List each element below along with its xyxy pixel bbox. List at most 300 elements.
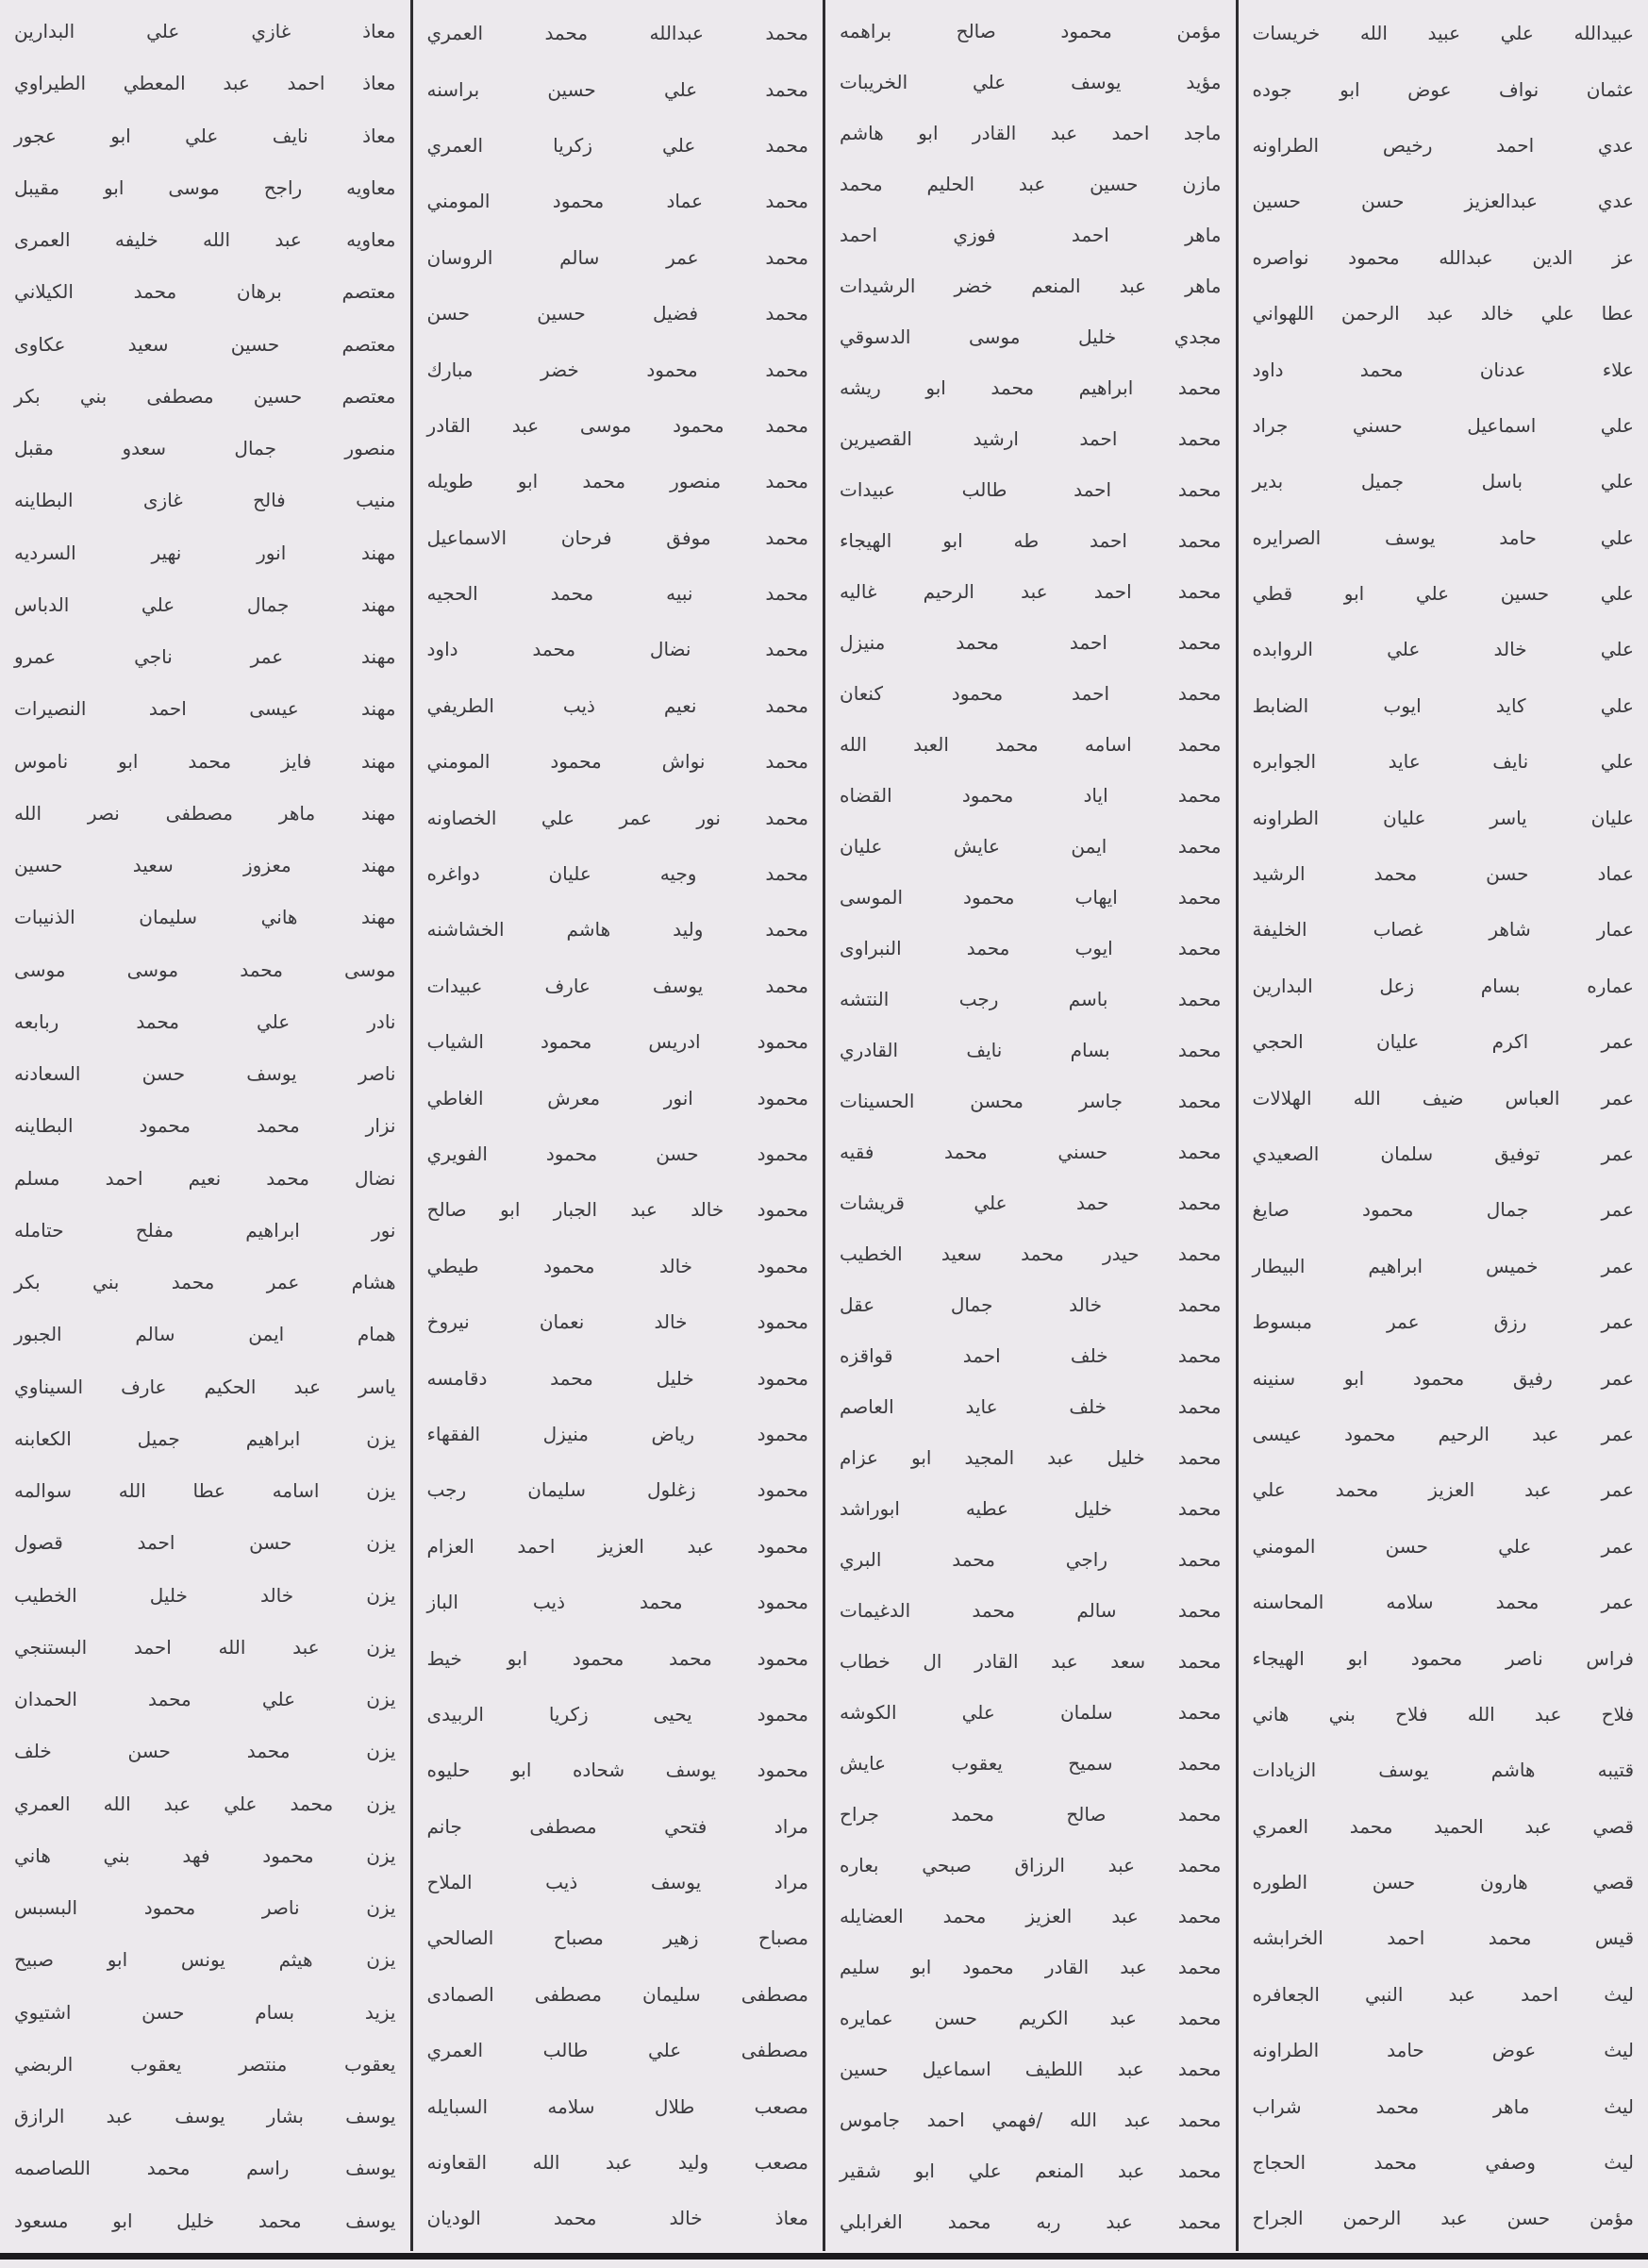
- name-word: العمري: [1252, 1814, 1309, 1838]
- name-word: الله: [103, 1792, 131, 1815]
- name-word: حامد: [1387, 2039, 1424, 2062]
- name-row: [840, 989, 1222, 1010]
- name-word: طه: [1013, 528, 1040, 552]
- name-word: ماهر: [1185, 223, 1222, 246]
- name-word: ايوب: [1383, 693, 1422, 717]
- name-word: احمد: [133, 1635, 172, 1659]
- name-word: زكريا: [548, 1702, 589, 1726]
- name-word: علي: [261, 1688, 296, 1711]
- name-word: ابو: [118, 749, 139, 773]
- name-word: مؤمن: [1590, 2207, 1634, 2230]
- name-word: عبد: [1119, 274, 1147, 297]
- name-word: ابو: [942, 528, 963, 552]
- name-row: [14, 959, 396, 981]
- name-word: مؤيد: [1186, 70, 1222, 93]
- name-word: خريسات: [1252, 22, 1321, 45]
- name-word: علي: [973, 70, 1007, 93]
- name-word: زكريا: [553, 133, 592, 157]
- name-word: المحاسنه: [1252, 1591, 1324, 1614]
- name-word: بعاره: [840, 1853, 879, 1876]
- name-word: عمر: [1601, 1366, 1634, 1390]
- name-word: محمد: [1177, 1598, 1222, 1622]
- name-row: [14, 1063, 396, 1085]
- name-word: محمد: [944, 1140, 988, 1163]
- name-word: عبد: [1426, 302, 1454, 325]
- name-row: [427, 2208, 809, 2229]
- name-word: محمد: [148, 1688, 191, 1711]
- name-word: يزن: [366, 1843, 396, 1867]
- name-row: [1253, 976, 1635, 997]
- name-word: عبد: [292, 1635, 320, 1659]
- name-row: [427, 2096, 809, 2118]
- name-word: محمود: [552, 190, 605, 213]
- name-word: الهيجاء: [840, 528, 892, 552]
- name-word: ياسر: [1490, 806, 1527, 829]
- name-word: الملاح: [426, 1871, 473, 1894]
- name-word: حسين: [1252, 190, 1301, 213]
- name-word: طالب: [542, 2039, 589, 2062]
- name-word: خالد: [659, 1254, 693, 1277]
- name-word: رخيص: [1382, 133, 1433, 157]
- name-word: موسى: [14, 958, 66, 981]
- name-word: مهند: [361, 541, 396, 564]
- name-row: [14, 1897, 396, 1919]
- name-word: محمد: [1021, 1242, 1064, 1265]
- name-row: [14, 542, 396, 564]
- name-word: محمد: [1177, 1496, 1222, 1520]
- name-word: المومني: [426, 190, 491, 213]
- name-word: سعيد: [127, 332, 169, 356]
- name-word: سلمان: [1380, 1142, 1434, 1165]
- name-word: محمد: [1359, 358, 1404, 381]
- name-word: يزن: [366, 1688, 396, 1711]
- name-word: يوسف: [345, 2105, 396, 2128]
- name-word: اللطيف: [1024, 2057, 1084, 2080]
- name-word: ابو: [103, 175, 125, 199]
- name-row: [14, 1949, 396, 1971]
- name-word: الحكيم: [204, 1375, 257, 1398]
- name-word: عطا: [192, 1479, 225, 1503]
- name-word: عمر: [1601, 1030, 1634, 1054]
- name-word: ابو: [914, 2159, 935, 2182]
- name-word: بكر: [14, 1271, 41, 1294]
- name-word: العزيز: [1025, 1904, 1073, 1927]
- name-word: حسن: [1372, 1871, 1416, 1894]
- name-word: سوالمه: [14, 1479, 73, 1503]
- name-row: [14, 73, 396, 94]
- name-word: الدغيمات: [840, 1598, 911, 1622]
- name-word: الشياب: [426, 1030, 484, 1054]
- name-word: فتحي: [664, 1814, 707, 1838]
- name-word: عبد: [605, 2151, 633, 2175]
- name-word: ريشه: [840, 375, 881, 399]
- name-word: الضابط: [1252, 693, 1309, 717]
- name-word: محمد: [1177, 1904, 1222, 1927]
- name-row: [427, 2152, 809, 2174]
- name-row: [427, 1704, 809, 1726]
- name-row: [840, 479, 1222, 501]
- name-word: محمد: [1177, 579, 1222, 603]
- name-word: الرزاق: [1014, 1853, 1065, 1876]
- name-word: محمد: [1177, 1242, 1222, 1265]
- name-word: محمد: [990, 375, 1035, 399]
- name-word: وليد: [673, 918, 704, 942]
- name-word: عمار: [1596, 918, 1634, 942]
- name-word: ابراهيم: [245, 1218, 300, 1242]
- name-word: علي: [257, 1009, 291, 1033]
- name-word: البسبس: [14, 1896, 78, 1920]
- name-row: [1253, 1088, 1635, 1109]
- name-word: الله: [1353, 1086, 1381, 1109]
- name-word: بسام: [1480, 974, 1521, 997]
- name-row: [840, 1040, 1222, 1061]
- name-row: [840, 1142, 1222, 1163]
- name-word: سميح: [1068, 1751, 1113, 1775]
- name-word: ذيب: [545, 1871, 578, 1894]
- name-word: الله: [1069, 2108, 1097, 2131]
- name-word: فايز: [280, 749, 312, 773]
- name-row: [427, 1143, 809, 1165]
- name-word: ايهاب: [1074, 885, 1118, 909]
- name-word: القادر: [426, 413, 471, 437]
- name-word: محمد: [947, 2210, 991, 2233]
- name-word: ابو: [910, 1445, 932, 1469]
- name-word: محمد: [669, 1646, 712, 1670]
- name-word: هاني: [14, 1843, 51, 1867]
- name-row: [14, 334, 396, 356]
- name-word: وليد: [677, 2151, 709, 2175]
- name-word: عثمان: [1586, 77, 1634, 101]
- name-word: اسماعيل: [922, 2057, 991, 2080]
- name-word: محمد: [1177, 630, 1222, 654]
- name-word: عبد: [1050, 121, 1078, 144]
- name-word: محمد: [765, 302, 808, 325]
- name-word: النبي: [1365, 1982, 1404, 2006]
- name-word: محمد: [171, 1271, 215, 1294]
- name-word: عبد: [1047, 1445, 1074, 1469]
- name-word: النبراوى: [840, 936, 902, 959]
- name-word: عماد: [666, 190, 704, 213]
- name-word: خضر: [954, 274, 993, 297]
- name-word: القضاه: [840, 783, 892, 807]
- name-row: [14, 2054, 396, 2076]
- name-word: محمد: [553, 2207, 597, 2230]
- name-word: فهد: [182, 1843, 210, 1867]
- name-word: محمد: [1177, 1802, 1222, 1826]
- name-word: عيسى: [1252, 1422, 1303, 1445]
- name-word: العباس: [1505, 1086, 1560, 1109]
- name-word: طالب: [961, 477, 1007, 501]
- name-row: [14, 751, 396, 773]
- name-word: الحليم: [926, 172, 975, 195]
- name-word: صالح: [1066, 1802, 1107, 1826]
- name-word: محمود: [540, 1030, 592, 1054]
- name-word: ال: [923, 1649, 942, 1673]
- name-word: الخريبات: [840, 70, 908, 93]
- name-word: محمد: [1177, 2159, 1222, 2182]
- name-word: الفقهاء: [426, 1422, 481, 1445]
- name-word: حسين: [537, 302, 586, 325]
- name-word: اشتيوي: [14, 2000, 72, 2024]
- name-word: محمد: [1177, 1853, 1222, 1876]
- name-row: [427, 527, 809, 549]
- name-word: خالد: [260, 1583, 294, 1607]
- name-word: مصطفى: [534, 1982, 602, 2006]
- name-word: عليان: [1590, 806, 1634, 829]
- name-word: يزن: [366, 1635, 396, 1659]
- name-word: خليل: [1107, 1445, 1145, 1469]
- name-word: البطاينه: [14, 489, 74, 512]
- name-word: علي: [1498, 1534, 1532, 1558]
- name-word: هاني: [260, 906, 298, 929]
- name-row: [1253, 1536, 1635, 1558]
- name-word: محمد: [765, 750, 808, 774]
- name-word: الخصاونه: [426, 806, 497, 829]
- name-word: عليان: [548, 862, 591, 886]
- name-word: عقل: [840, 1292, 875, 1316]
- name-word: محمد: [1177, 2210, 1222, 2233]
- name-row: [1253, 2208, 1635, 2229]
- name-word: البدارين: [14, 20, 75, 43]
- name-word: حسن: [934, 2006, 978, 2029]
- name-word: يزن: [366, 1426, 396, 1450]
- name-word: عماره: [1587, 974, 1634, 997]
- name-word: محمد: [765, 413, 808, 437]
- name-row: [840, 2059, 1222, 2080]
- name-word: سالم: [559, 245, 600, 269]
- name-word: موسى: [126, 958, 179, 981]
- name-word: عبد: [1534, 1702, 1562, 1726]
- name-word: عبد: [163, 1792, 191, 1815]
- name-word: ابوراشد: [840, 1496, 900, 1520]
- name-word: ابو: [517, 470, 539, 493]
- name-word: عبد: [223, 72, 250, 95]
- name-word: بسام: [255, 2000, 295, 2024]
- name-word: نايف: [966, 1038, 1003, 1061]
- name-word: حامد: [1499, 525, 1537, 549]
- name-word: السبايله: [426, 2094, 489, 2118]
- name-row: [840, 1396, 1222, 1418]
- name-word: محمد: [1373, 2151, 1418, 2175]
- name-row: [427, 919, 809, 941]
- name-word: محمد: [1177, 1955, 1222, 1978]
- names-column-2: [823, 0, 1236, 2251]
- name-row: [1253, 191, 1635, 212]
- name-word: غصاب: [1373, 918, 1423, 942]
- name-word: ابو: [1343, 1366, 1365, 1390]
- name-word: الهلالات: [1252, 1086, 1312, 1109]
- name-word: يزن: [366, 1740, 396, 1763]
- name-word: مراد: [774, 1814, 808, 1838]
- name-word: محمود: [1410, 1646, 1463, 1670]
- name-word: هيثم: [278, 1948, 313, 1972]
- name-word: قصي: [1592, 1814, 1634, 1838]
- name-word: الحجاج: [1252, 2151, 1307, 2175]
- name-word: المجيد: [964, 1445, 1015, 1469]
- name-word: محمد: [956, 630, 999, 654]
- name-word: ارشيد: [973, 426, 1019, 450]
- name-word: خلف: [1069, 1394, 1107, 1418]
- name-word: اسامه: [272, 1479, 320, 1503]
- name-word: احمد: [1072, 681, 1110, 705]
- name-word: عمر: [1601, 1534, 1634, 1558]
- name-word: عيسى: [249, 697, 299, 721]
- name-word: عبد: [106, 2105, 134, 2128]
- name-row: [14, 1376, 396, 1398]
- name-word: ايمن: [1071, 834, 1107, 858]
- name-word: ابو: [910, 1955, 932, 1978]
- name-row: [840, 2211, 1222, 2233]
- name-word: فلاح: [1601, 1702, 1634, 1726]
- name-word: خميس: [1486, 1254, 1539, 1277]
- name-word: عبدالعزيز: [1464, 190, 1538, 213]
- name-word: حسين: [840, 2057, 889, 2080]
- name-word: مصطفى: [741, 1982, 808, 2006]
- name-word: محمود: [757, 1422, 808, 1445]
- name-word: محمد: [532, 638, 576, 661]
- name-word: فقيه: [840, 1140, 874, 1163]
- name-row: [427, 135, 809, 157]
- name-word: سلامه: [547, 2094, 595, 2118]
- name-word: مقبل: [14, 437, 55, 460]
- name-word: الفويري: [426, 1142, 488, 1165]
- name-word: علي: [224, 1792, 258, 1815]
- name-word: الجراح: [1252, 2207, 1304, 2230]
- name-word: قصول: [14, 1531, 63, 1555]
- name-row: [840, 1294, 1222, 1316]
- name-word: غازي: [251, 20, 291, 43]
- name-word: مجدي: [1174, 325, 1222, 348]
- name-word: حسن: [1385, 1534, 1429, 1558]
- name-word: همام: [357, 1323, 396, 1346]
- name-word: احمد: [1387, 1926, 1425, 1950]
- name-word: فالح: [253, 489, 286, 512]
- name-word: محمد: [765, 693, 808, 717]
- name-word: البيطار: [1252, 1254, 1306, 1277]
- name-word: معاذ: [362, 72, 396, 95]
- name-word: برهان: [236, 280, 282, 304]
- name-word: الرحيم: [1438, 1422, 1490, 1445]
- name-word: ليث: [1604, 2094, 1634, 2118]
- name-row: [1253, 359, 1635, 381]
- name-row: [1253, 79, 1635, 101]
- name-word: شحاده: [572, 1759, 625, 1782]
- name-row: [840, 1091, 1222, 1112]
- name-row: [840, 887, 1222, 909]
- name-word: علي: [1500, 22, 1534, 45]
- name-row: [427, 23, 809, 44]
- name-row: [840, 1345, 1222, 1367]
- name-word: محمد: [188, 749, 232, 773]
- name-word: نايف: [1492, 750, 1529, 774]
- name-word: احمد: [1074, 477, 1112, 501]
- name-word: محمد: [1177, 936, 1222, 959]
- name-row: [1253, 1368, 1635, 1390]
- name-row: [14, 1428, 396, 1450]
- name-word: ناصر: [358, 1062, 396, 1086]
- name-word: خالد: [1069, 1292, 1103, 1316]
- name-word: ناموس: [14, 749, 69, 773]
- name-word: طلال: [654, 2094, 695, 2118]
- name-word: عدي: [1597, 190, 1634, 213]
- name-row: [1253, 1759, 1635, 1781]
- name-word: العمري: [426, 133, 484, 157]
- name-word: جاموس: [840, 2108, 900, 2131]
- name-word: موسى: [344, 958, 396, 981]
- name-word: عبد: [1117, 2159, 1145, 2182]
- name-word: ماهر: [1493, 2094, 1530, 2118]
- name-row: [1253, 247, 1635, 269]
- name-word: الصرايره: [1252, 525, 1322, 549]
- name-word: نضال: [354, 1166, 396, 1190]
- name-row: [840, 1855, 1222, 1876]
- name-word: اسامه: [1084, 732, 1132, 756]
- name-word: خالد: [669, 2207, 703, 2230]
- name-word: حسن: [141, 2000, 185, 2024]
- name-word: هاني: [1252, 1702, 1290, 1726]
- name-word: مازن: [1182, 172, 1222, 195]
- name-word: علي: [961, 1700, 995, 1724]
- name-word: راجي: [1065, 1547, 1107, 1571]
- name-word: حسن: [127, 1740, 171, 1763]
- name-word: ماجد: [1183, 121, 1222, 144]
- name-word: الروسان: [426, 245, 493, 269]
- name-word: القصيرين: [840, 426, 912, 450]
- name-word: رفيق: [1512, 1366, 1553, 1390]
- name-word: محمد: [240, 958, 283, 981]
- name-word: محمود: [757, 1086, 808, 1109]
- name-word: محمود: [1412, 1366, 1465, 1390]
- name-word: عبد: [511, 413, 540, 437]
- name-word: نواش: [661, 750, 706, 774]
- name-word: الكوشه: [840, 1700, 897, 1724]
- name-word: علي: [1600, 638, 1634, 661]
- name-word: محمود: [757, 1702, 808, 1726]
- name-word: عايش: [953, 834, 1000, 858]
- name-word: محمد: [765, 918, 808, 942]
- name-word: الرازق: [14, 2105, 65, 2128]
- name-word: ضيف: [1422, 1086, 1464, 1109]
- name-word: معزوز: [243, 854, 291, 877]
- name-word: مقيبل: [14, 175, 60, 199]
- name-word: جمال: [950, 1292, 993, 1316]
- name-word: القادر: [974, 1649, 1019, 1673]
- name-row: [1253, 808, 1635, 829]
- name-word: ابو: [112, 2209, 133, 2232]
- name-word: ابو: [107, 1948, 128, 1972]
- name-word: البدارين: [1252, 974, 1313, 997]
- name-word: محمد: [765, 133, 808, 157]
- name-row: [14, 177, 396, 199]
- name-word: عبد: [275, 228, 302, 252]
- name-word: احمد: [840, 223, 878, 246]
- name-word: مهند: [361, 854, 396, 877]
- name-word: محمد: [951, 1802, 994, 1826]
- name-word: حسن: [249, 1531, 292, 1555]
- name-word: محمد: [765, 806, 808, 829]
- name-word: عدنان: [1479, 358, 1526, 381]
- name-row: [14, 1793, 396, 1815]
- name-word: احمد: [1069, 630, 1107, 654]
- name-word: حسين: [547, 77, 596, 101]
- name-word: عمر: [250, 645, 284, 669]
- name-word: محمد: [765, 974, 808, 997]
- name-word: الله: [532, 2151, 560, 2175]
- name-word: جاسر: [1078, 1089, 1123, 1112]
- name-row: [14, 229, 396, 251]
- name-word: الطراونه: [1252, 133, 1320, 157]
- name-word: عماد: [1597, 862, 1634, 886]
